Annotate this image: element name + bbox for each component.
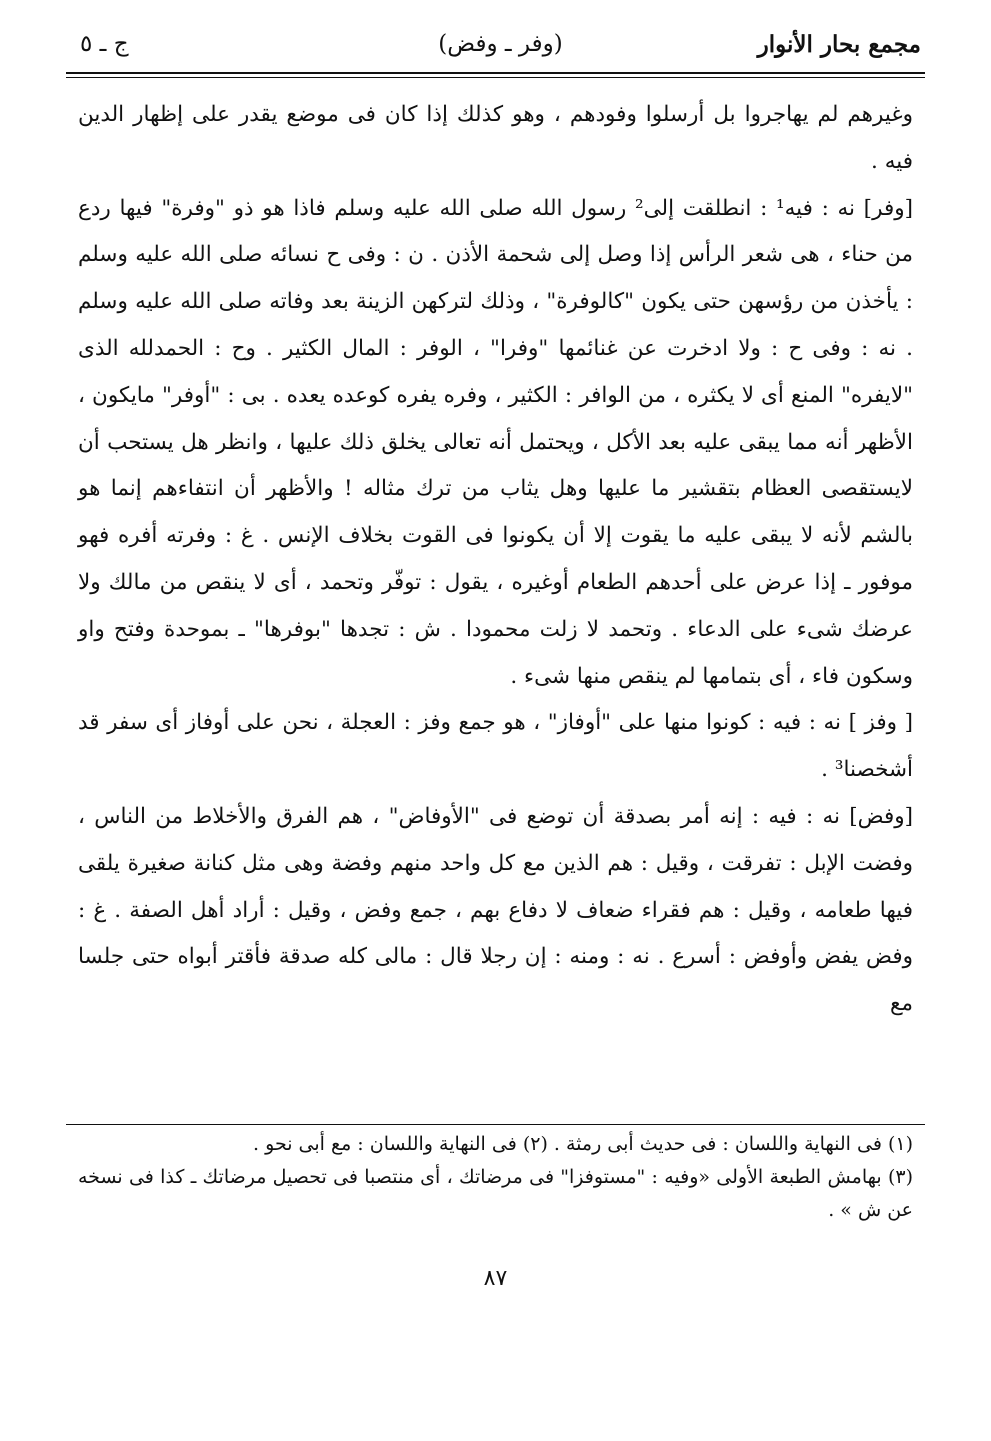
book-title: مجمع بحار الأنوار — [757, 30, 921, 58]
page-number: ٨٧ — [483, 1266, 508, 1291]
entry-wafr: [وفر] نه : فيه¹ : انطلقت إلى² رسول الله صلى الله عليه وسلم فاذا هو ذو "وفرة" فيها ردع من حناء ، هى شعر الرأس إذا وصل إلى شحمة الأذن . ن : وفى ح نسائه صلى الله عليه وسلم : يأخذن من رؤسهن حتى يكون "كالوفرة" ، وذلك لتركهن الزينة بعد وفاته صلى الله عليه وسلم . نه : وفى ح : ولا ادخرت عن غنائمها "وفرا" ، الوفر : المال الكثير . وح : الحمدلله الذى "لايفره" المنع أى لا يكثره ، من الوافر : الكثير ، وفره يفره كوعده يعده . بى : "أوفر" مايكون ، الأظهر أنه مما يبقى عليه بعد الأكل ، ويحتمل أنه تعالى يخلق ذلك عليها ، وانظر هل يستحب أن لايستقصى العظام بتقشير ما عليها وهل يثاب من ترك مثاله ! والأظهر أن انتفاءهم إنما هو بالشم لأنه لا يبقى عليه ما يقوت إلا أن يكونوا فى القوت بخلاف الإنس . غ : وفرته أفره فهو موفور ـ إذا عرض على أحدهم الطعام أوغيره ، يقول : توفّر وتحمد ، أى لا ينقص من مالك ولا عرضك شىء على الدعاء . وتحمد لا زلت محمودا . ش : تجدها "بوفرها" ـ بموحدة وفتح واو وسكون فاء ، أى بتمامها لم ينقص منها شىء . — [78, 195, 913, 689]
entry-wafz: [ وفز ] نه : فيه : كونوا منها على "أوفاز" ، هو جمع وفز : العجلة ، نحن على أوفاز أى سفر قد أشخصنا³ . — [78, 710, 913, 783]
entry-wafd: [وفض] نه : فيه : إنه أمر بصدقة أن توضع فى "الأوفاض" ، هم الفرق والأخلاط من الناس ، وفضت الإبل : تفرقت ، وقيل : هم الذين مع كل واحد منهم وفضة وهى مثل كنانة صغيرة يلقى فيها طعامه ، وقيل : هم فقراء ضعاف لا دفاع بهم ، جمع وفض ، وقيل : أراد أهل الصفة . غ : وفض يفض وأوفض : أسرع . نه : ومنه : إن رجلا قال : مالى كله صدقة فأقتر أبواه حتى جلسا مع — [78, 803, 913, 1017]
footnote-3: (٣) بهامش الطبعة الأولى «وفيه : "مستوفزا" فى مرضاتك ، أى منتصبا فى تحصيل مرضاتك ـ كذا فى نسخه عن ش » . — [78, 1166, 913, 1221]
header-rule-thick — [66, 72, 925, 74]
volume-label: ج ـ ٥ — [80, 31, 129, 57]
footnotes — [78, 1128, 913, 1227]
paragraph-continuation: وغيرهم لم يهاجروا بل أرسلوا وفودهم ، وهو كذلك إذا كان فى موضع يقدر على إظهار الدين فيه . — [78, 102, 913, 174]
header-rule-thin — [66, 77, 925, 78]
entry-range: (وفر ـ وفض) — [438, 31, 563, 57]
footnote-1-2: (١) فى النهاية واللسان : فى حديث أبى رمثة . (٢) فى النهاية واللسان : مع أبى نحو . — [253, 1133, 913, 1155]
footnote-rule — [66, 1124, 925, 1125]
main-text — [78, 92, 913, 1028]
page-header — [80, 22, 921, 66]
